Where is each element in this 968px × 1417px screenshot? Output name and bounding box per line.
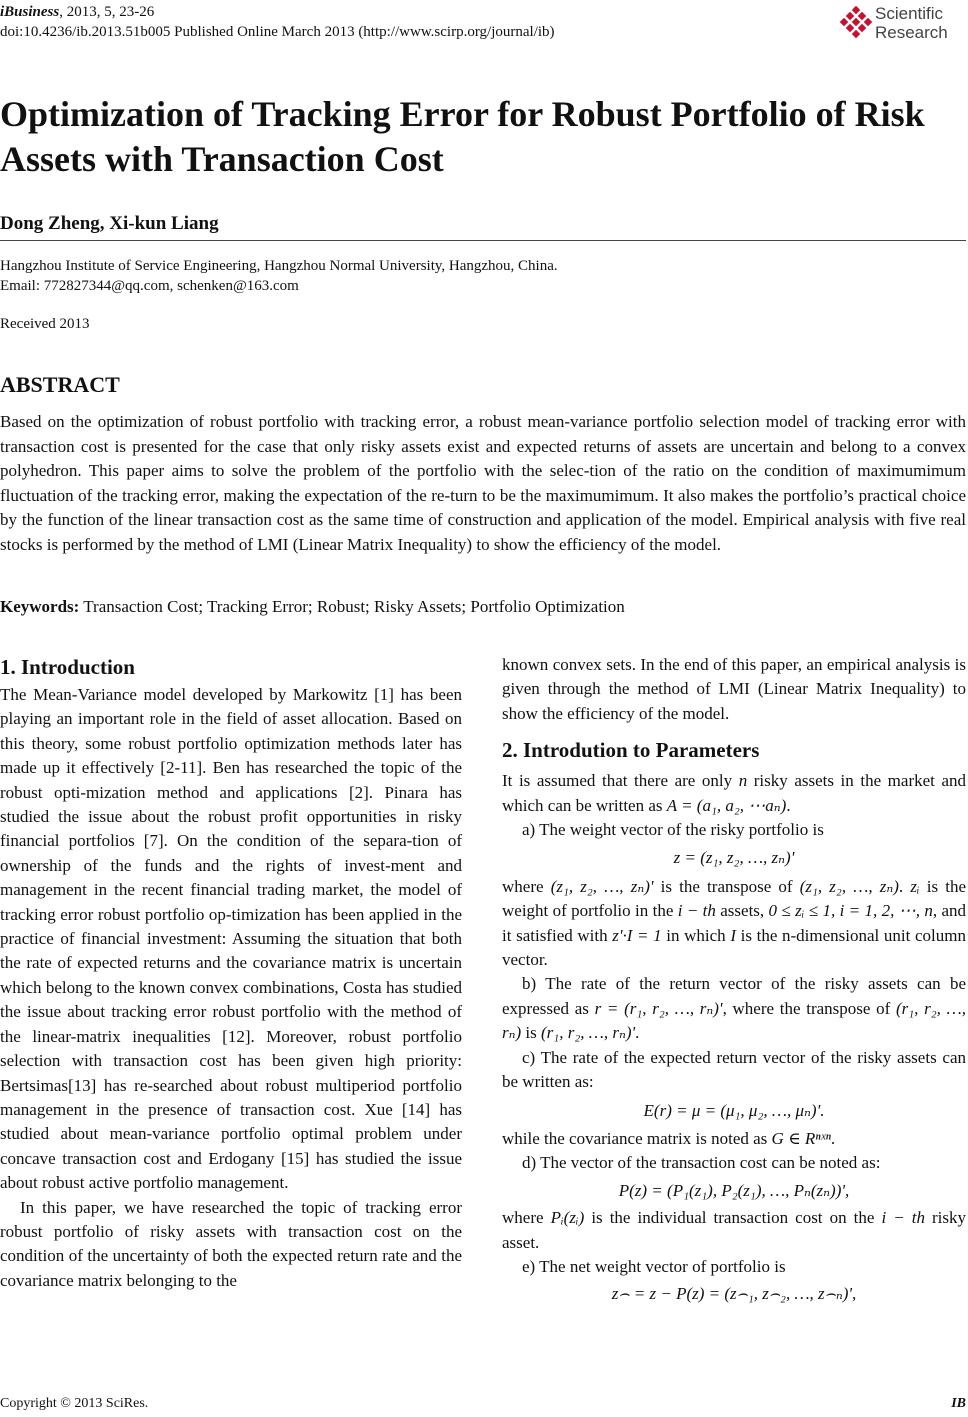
received-date: Received 2013 (0, 316, 90, 332)
paper-title: Optimization of Tracking Error for Robust Portfolio of Risk Assets with Transaction Cost (0, 94, 925, 179)
equation-net-weight: z⌢ = z − P(z) = (z⌢₁, z⌢₂, …, z⌢ₙ)', (611, 1284, 857, 1304)
journal-citation: , 2013, 5, 23-26 (59, 4, 155, 20)
section-2-intro: It is assumed that there are only n risky assets in the market and which can be written as A = (a₁, a₂, ⋯aₙ). (502, 771, 966, 815)
keywords-list: Transaction Cost; Tracking Error; Robust; Risky Assets; Portfolio Optimization (79, 597, 625, 616)
abstract-heading: ABSTRACT (0, 372, 120, 397)
equation-er: E(r) = μ = (μ₁, μ₂, …, μₙ)'. (643, 1100, 825, 1120)
math: Pᵢ(zᵢ) (550, 1208, 585, 1228)
t: assets, (715, 901, 769, 921)
t: , and it satisfied with (502, 901, 966, 945)
right-column (502, 653, 966, 1310)
email: Email: 772827344@qq.com, schenken@163.com (0, 278, 299, 294)
intro-text-2: risky assets in the market and which can be written as (502, 771, 966, 815)
keywords-label: Keywords: (0, 597, 80, 616)
left-column (0, 652, 462, 1293)
math: r = (r₁, r₂, …, rₙ)' (594, 998, 723, 1018)
section-1-paragraph-1: The Mean-Variance model developed by Markowitz [1] has been playing an important role in the field of asset allocation. Based on this theory, some robust portfolio optimization methods later has made up it effectively [2-11]. Ben has researched the topic of the robust opti-mization method and applications [2]. Pinara has studied the issue about the robust profit opportunities in risky financial portfolios [7]. On the condition of the separa-tion of ownership of the funds and the rights of invest-ment and management in the recent financial trading market, the model of tracking error robust portfolio op-timization has been applied in the practice of financial investment: Assuming the situation that both the rate of expected returns and the covariance matrix is uncertain which belong to the known convex combinations, Costa has studied the issue about tracking error robust portfolio with the method of the linear-matrix inequalities [12]. Moreover, robust portfolio selection with transaction cost has been given high priority: Bertsimas[13] has re-searched about robust multiperiod portfolio management in the presence of transaction cost. Xue [14] has studied about mean-variance portfolio optimal problem under concave transaction cost and Erdogany [15] has studied the issue about robust active portfolio management. (0, 685, 462, 1193)
authors: Dong Zheng, Xi-kun Liang (0, 213, 219, 234)
t: is the individual transaction cost on the (584, 1208, 882, 1228)
intro-text: It is assumed that there are only (502, 771, 739, 791)
section-2-heading: 2. Introdution to Parameters (502, 738, 760, 763)
t: where (502, 1208, 551, 1228)
t: , where the transpose of (722, 998, 896, 1018)
item-e: e) The net weight vector of portfolio is (522, 1256, 786, 1276)
math: z'·I = 1 (612, 925, 662, 945)
page-footer (0, 1396, 966, 1412)
publisher-logo-icon (839, 6, 873, 40)
math: (r₁, r₂, …, rₙ) (502, 998, 966, 1043)
section-1-paragraph-2: In this paper, we have researched the topic of tracking error robust portfolio of risky assets with transaction cost on the condition of the uncertainty of both the expected return rate and the covariance matrix belonging to the (0, 1197, 462, 1290)
intro-equation: A = (a₁, a₂, ⋯aₙ) (666, 795, 787, 815)
t: in which (661, 925, 731, 945)
publisher-logo (839, 4, 964, 44)
journal-name: iBusiness (0, 4, 60, 20)
t: is (521, 1023, 542, 1043)
where-p-paragraph (502, 1206, 966, 1255)
equation-p: P(z) = (P₁(z₁), P₂(z₁), …, Pₙ(zₙ))', (618, 1180, 850, 1200)
math: G ∈ Rⁿˣⁿ (771, 1128, 831, 1148)
math: (z₁, z₂, …, zₙ)' (550, 876, 654, 896)
t: b) The rate of the return vector of the risky assets can be expressed as (502, 974, 966, 1018)
t: . (635, 1023, 640, 1043)
abstract-text: Based on the optimization of robust portfolio with tracking error, a robust mean-variance portfolio selection model of tracking error with transaction cost is presented for the case that only risky assets exist and expected returns of assets are uncertain and belong to a convex polyhedron. This paper aims to solve the problem of the portfolio with the selec-tion of the ratio on the condition of maximumimum fluctuation of the tracking error, making the expectation of the re-turn to be the maximumimum. It also makes the portfolio’s practical choice by the function of the linear transaction cost as the same time of construction and application of the model. Empirical analysis with five real stocks is performed by the method of LMI (Linear Matrix Inequality) to show the efficiency of the model. (0, 412, 966, 554)
math: I (730, 925, 736, 945)
math: i − th (677, 901, 716, 921)
t: while the covariance matrix is noted as (502, 1128, 772, 1148)
intro-math-n: n (738, 771, 748, 791)
section-1-paragraph-2-continued: known convex sets. In the end of this paper, an empirical analysis is given through the method of LMI (Linear Matrix Inequality) to show the efficiency of the model. (502, 655, 966, 723)
publisher-logo-text (875, 4, 948, 42)
section-1-heading: 1. Introduction (0, 655, 135, 679)
t: is the transpose of (653, 876, 800, 896)
math: (z₁, z₂, …, zₙ) (799, 876, 899, 896)
math: (r₁, r₂, …, rₙ)' (541, 1023, 636, 1043)
t: . (830, 1128, 836, 1148)
item-b (502, 972, 966, 1045)
footer-journal-abbr: IB (951, 1396, 966, 1411)
item-c: c) The rate of the expected return vector of the risky assets can be written as: (502, 1047, 966, 1092)
where-z-paragraph (502, 875, 966, 973)
doi-line: doi:10.4236/ib.2013.51b005 Published Online March 2013 (http://www.scirp.org/journal/ib) (0, 24, 555, 40)
item-d: d) The vector of the transaction cost can be noted as: (522, 1153, 881, 1173)
t: is the n-dimensional unit column vector. (502, 925, 966, 970)
equation-z: z = (z₁, z₂, …, zₙ)' (673, 848, 795, 868)
math: zᵢ (910, 876, 920, 896)
t: where (502, 876, 551, 896)
keywords (0, 597, 625, 617)
running-header (0, 2, 555, 42)
header-divider (0, 240, 966, 241)
math: 0 ≤ zᵢ ≤ 1, i = 1, 2, ⋯, n (768, 901, 933, 921)
math: i − th (881, 1208, 925, 1228)
t: . (898, 876, 911, 896)
t: risky asset. (502, 1208, 966, 1252)
item-a: a) The weight vector of the risky portfolio is (522, 820, 824, 840)
logo-line-2: Research (875, 23, 948, 42)
t: is the weight of portfolio in the (502, 876, 967, 921)
logo-line-1: Scientific (875, 4, 944, 23)
affiliation: Hangzhou Institute of Service Engineering, Hangzhou Normal University, Hangzhou, China. (0, 258, 558, 274)
affiliation-block (0, 256, 558, 296)
copyright: Copyright © 2013 SciRes. (0, 1396, 149, 1411)
covariance-line (502, 1127, 966, 1151)
